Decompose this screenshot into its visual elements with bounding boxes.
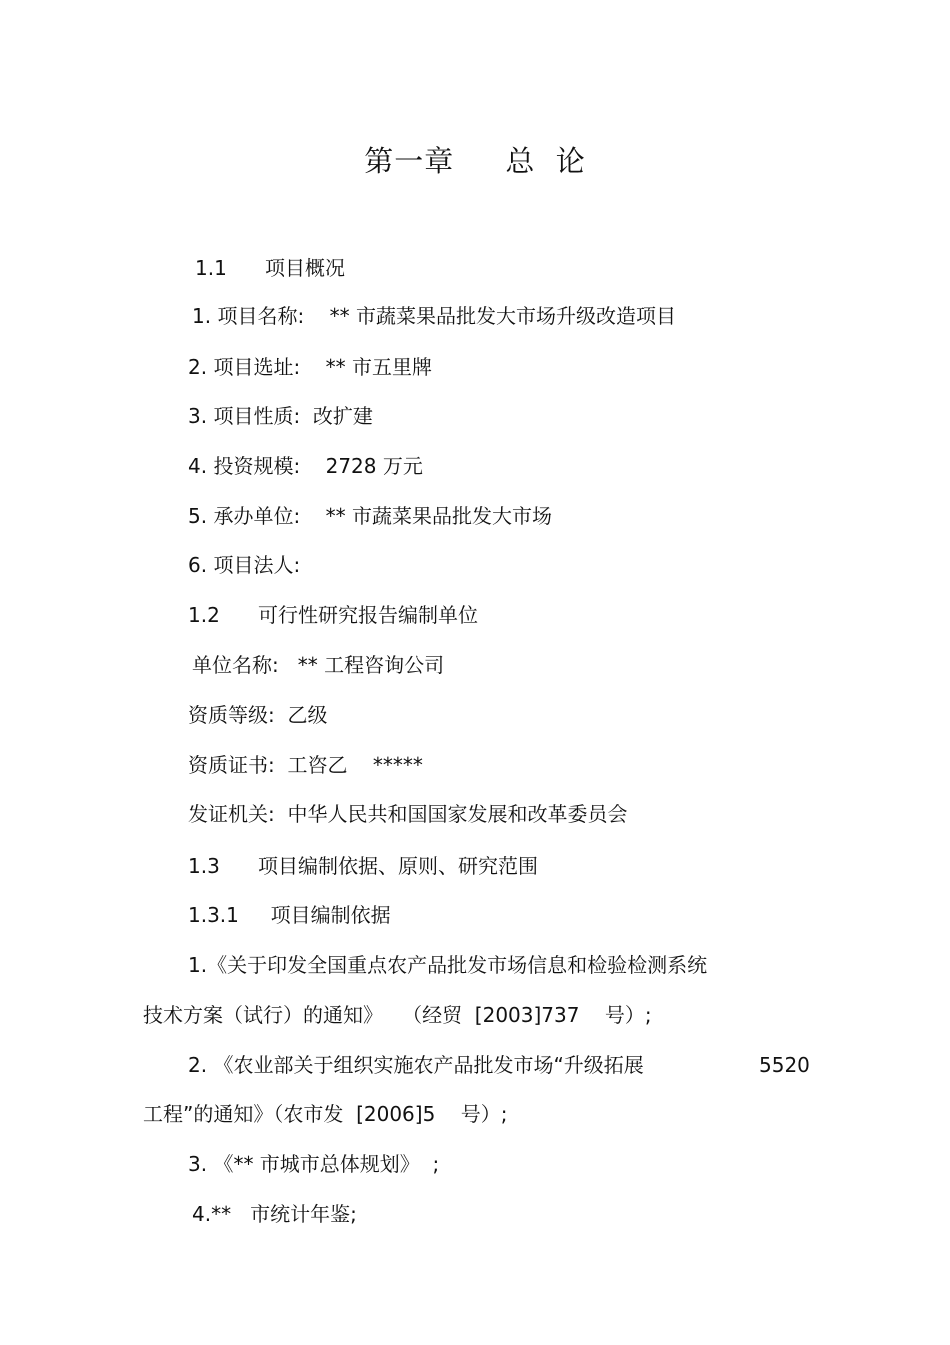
basis-item-1-line-1: 1.《关于印发全国重点农产品批发市场信息和检验检测系统 xyxy=(188,953,708,977)
basis-item-2-line-2: 工程”的通知》（农市发 [2006]5 号）; xyxy=(143,1102,508,1126)
qualification-cert-line: 资质证书: 工咨乙 ***** xyxy=(188,753,423,777)
basis-item-1-line-2: 技术方案（试行）的通知》 （经贸 [2003]737 号）; xyxy=(143,1003,652,1027)
legal-person-line: 6. 项目法人: xyxy=(188,553,301,577)
basis-item-3-line: 3. 《** 市城市总体规划》 ; xyxy=(188,1152,440,1176)
section-heading-1-3: 1.3 项目编制依据、原则、研究范围 xyxy=(188,854,538,878)
section-heading-1-1: 1.1 项目概况 xyxy=(195,256,345,280)
basis-item-2-number: 5520 xyxy=(759,1053,810,1077)
section-heading-1-2: 1.2 可行性研究报告编制单位 xyxy=(188,603,478,627)
qualification-level-line: 资质等级: 乙级 xyxy=(188,703,328,727)
unit-name-line: 单位名称: ** 工程咨询公司 xyxy=(192,653,445,677)
host-unit-line: 5. 承办单位: ** 市蔬菜果品批发大市场 xyxy=(188,504,552,528)
basis-item-4-line: 4.** 市统计年鉴; xyxy=(192,1202,357,1226)
project-nature-line: 3. 项目性质: 改扩建 xyxy=(188,404,373,428)
project-site-line: 2. 项目选址: ** 市五里牌 xyxy=(188,355,432,379)
investment-scale-line: 4. 投资规模: 2728 万元 xyxy=(188,454,423,478)
project-name-line: 1. 项目名称: ** 市蔬菜果品批发大市场升级改造项目 xyxy=(192,304,676,328)
issuing-authority-line: 发证机关: 中华人民共和国国家发展和改革委员会 xyxy=(188,802,628,826)
chapter-title: 第一章 总 论 xyxy=(364,144,586,178)
section-heading-1-3-1: 1.3.1 项目编制依据 xyxy=(188,903,391,927)
basis-item-2-line-1: 2. 《农业部关于组织实施农产品批发市场“升级拓展 xyxy=(188,1053,644,1077)
